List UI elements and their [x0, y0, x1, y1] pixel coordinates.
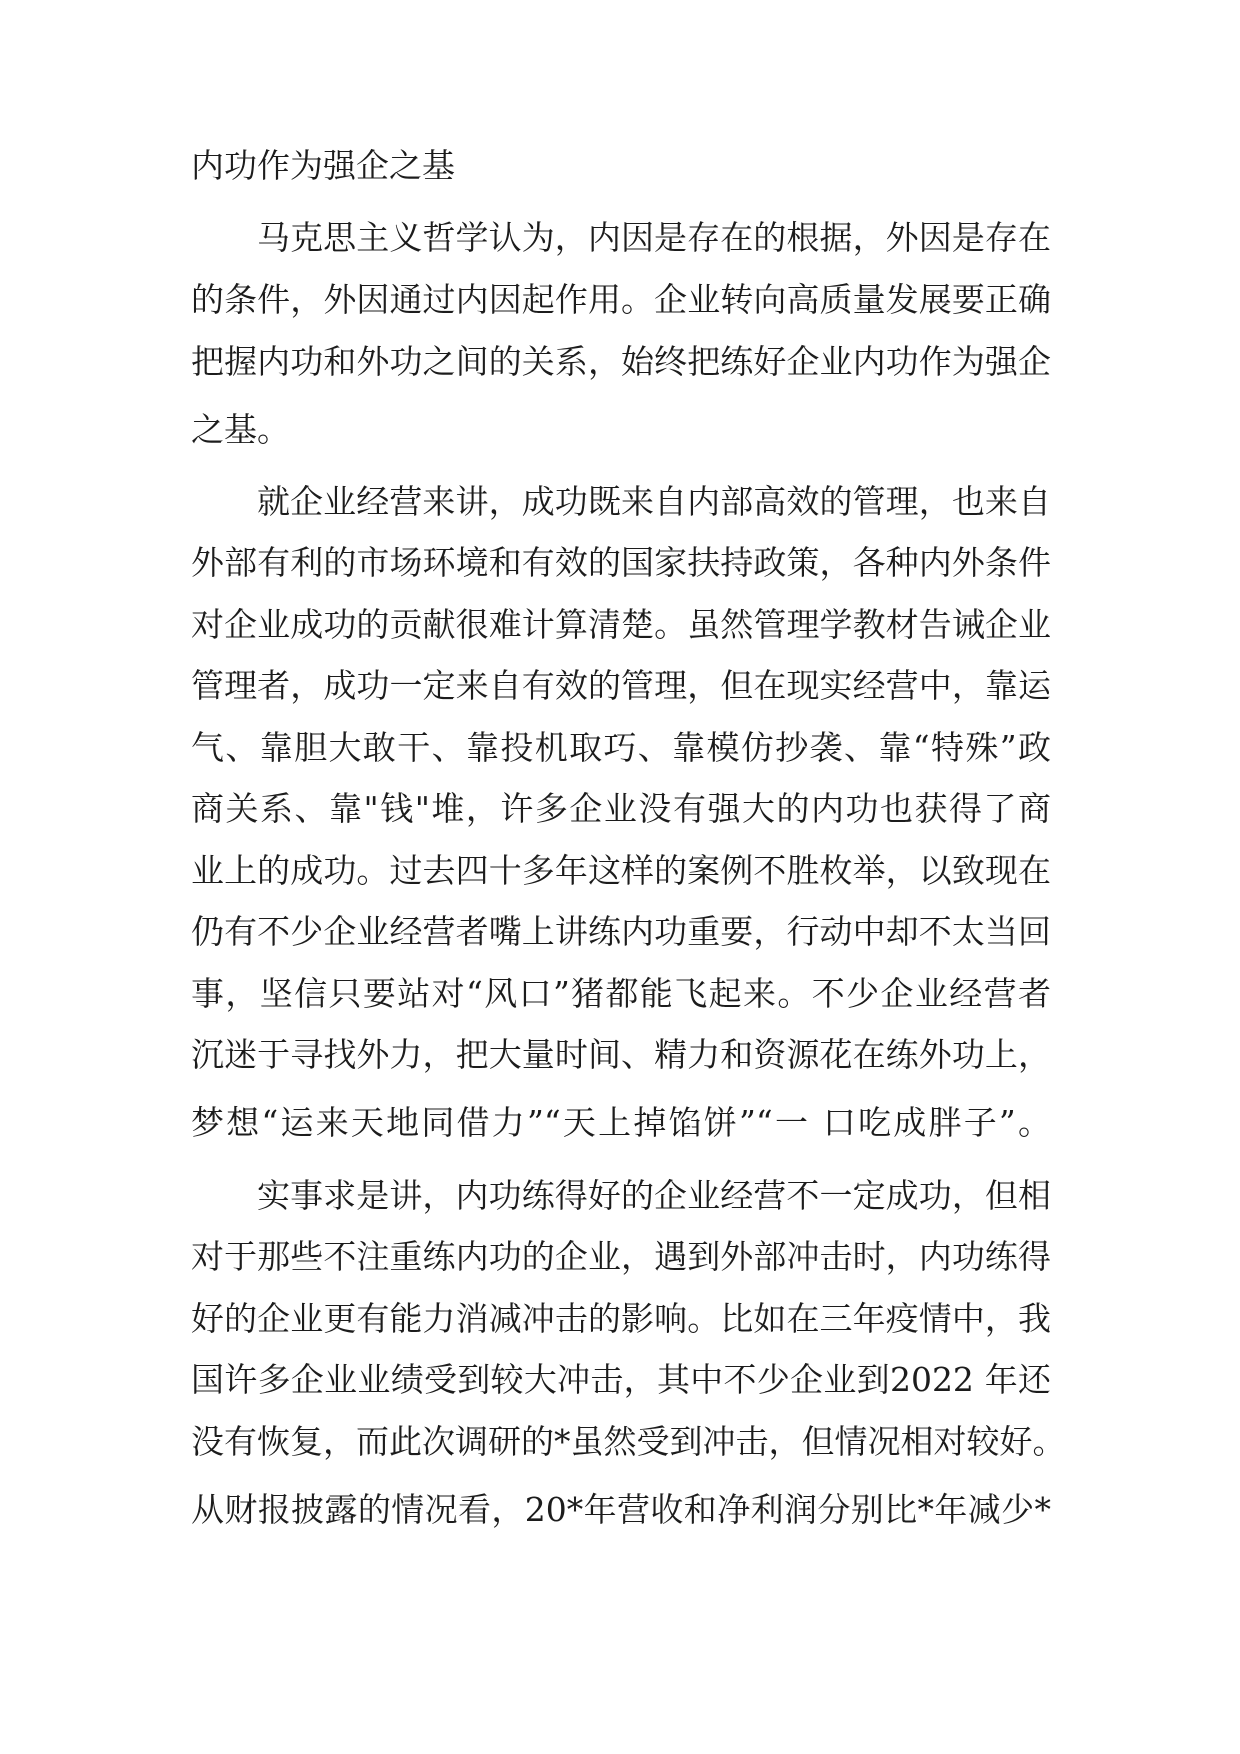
text-line: 事，坚信只要站对“风口”猪都能飞起来。不少企业经营者 — [191, 974, 1051, 1013]
text-line: 把握内功和外功之间的关系，始终把练好企业内功作为强企 — [191, 342, 1051, 381]
text-line: 从财报披露的情况看，20*年营收和净利润分别比*年减少* — [191, 1490, 1051, 1529]
text-line: 实事求是讲，内功练得好的企业经营不一定成功，但相 — [257, 1176, 1051, 1215]
text-line: 好的企业更有能力消减冲击的影响。比如在三年疫情中，我 — [191, 1299, 1051, 1338]
text-line: 管理者，成功一定来自有效的管理，但在现实经营中，靠运 — [191, 666, 1051, 705]
text-line: 沉迷于寻找外力，把大量时间、精力和资源花在练外功上， — [191, 1035, 1051, 1074]
text-line: 就企业经营来讲，成功既来自内部高效的管理，也来自 — [257, 482, 1051, 521]
text-line: 业上的成功。过去四十多年这样的案例不胜枚举，以致现在 — [191, 851, 1051, 890]
text-line: 对于那些不注重练内功的企业，遇到外部冲击时，内功练得 — [191, 1237, 1051, 1276]
text-line: 马克思主义哲学认为，内因是存在的根据，外因是存在 — [257, 218, 1051, 257]
text-line: 没有恢复，而此次调研的*虽然受到冲击，但情况相对较好。 — [191, 1422, 1066, 1461]
text-line: 的条件，外因通过内因起作用。企业转向高质量发展要正确 — [191, 280, 1051, 319]
text-line: 仍有不少企业经营者嘴上讲练内功重要，行动中却不太当回 — [191, 912, 1051, 951]
text-line: 外部有利的市场环境和有效的国家扶持政策，各种内外条件 — [191, 543, 1051, 582]
text-line: 对企业成功的贡献很难计算清楚。虽然管理学教材告诫企业 — [191, 605, 1051, 644]
text-line: 气、靠胆大敢干、靠投机取巧、靠模仿抄袭、靠“特殊”政 — [191, 728, 1051, 767]
text-line: 之基。 — [191, 410, 290, 449]
text-line-heading: 内功作为强企之基 — [191, 146, 455, 185]
text-line: 商关系、靠"钱"堆，许多企业没有强大的内功也获得了商 — [191, 789, 1051, 828]
text-line: 国许多企业业绩受到较大冲击，其中不少企业到2022 年还 — [191, 1360, 1051, 1399]
text-line: 梦想“运来天地同借力”“天上掉馅饼”“一 口吃成胖子”。 — [191, 1103, 1051, 1142]
